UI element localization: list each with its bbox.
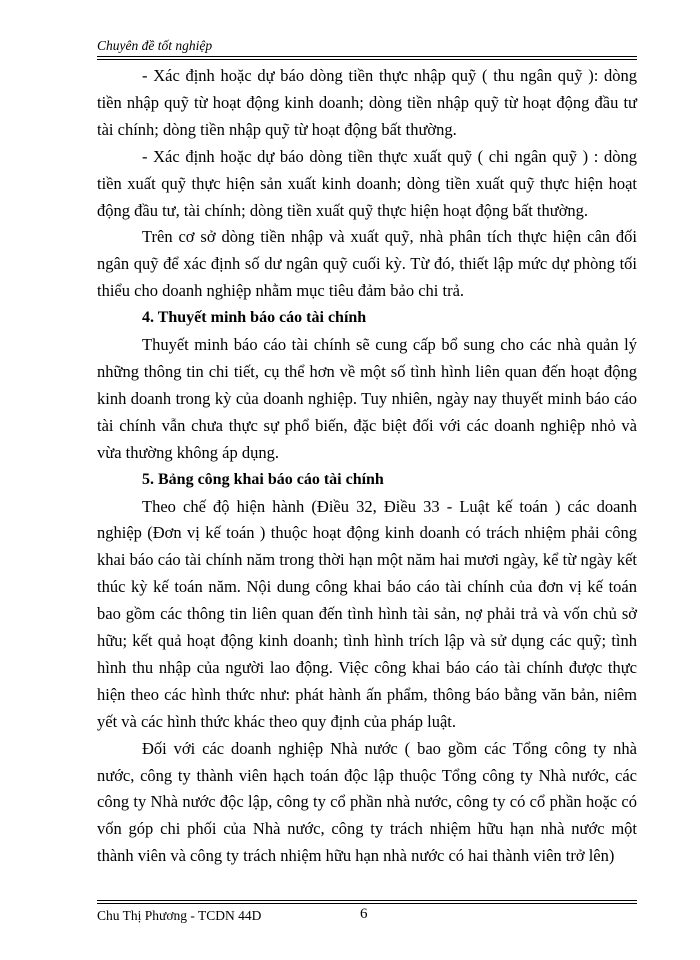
footer-divider: [97, 900, 637, 904]
footer-author: Chu Thị Phương - TCDN 44D: [97, 908, 262, 923]
header-divider: [97, 56, 637, 60]
running-header: Chuyên đề tốt nghiệp: [97, 38, 213, 53]
paragraph-cash-outflow: - Xác định hoặc dự báo dòng tiền thực xuất quỹ ( chi ngân quỹ ) : dòng tiền xuất quỹ thực hiện sản xuất kinh doanh; dòng tiền xuất quỹ thực hiện hoạt động đầu tư, tài chính; dòng tiền xuất quỹ thực hiện hoạt động bất thường.: [97, 146, 637, 220]
section-heading-5: 5. Bảng công khai báo cáo tài chính: [142, 470, 384, 488]
section-heading-4: 4. Thuyết minh báo cáo tài chính: [142, 309, 367, 327]
paragraph-notes: Thuyết minh báo cáo tài chính sẽ cung cấp bổ sung cho các nhà quản lý những thông tin chi tiết, cụ thể hơn về một số tình hình liên quan đến hoạt động kinh doanh trong kỳ của doanh nghiệp. Tuy nhiên, ngày nay thuyết minh báo cáo tài chính vẫn chưa thực sự phổ biến, đặc biệt đối với các doanh nghiệp nhỏ và vừa thường không áp dụng.: [97, 335, 637, 462]
paragraph-state-enterprises: Đối với các doanh nghiệp Nhà nước ( bao gồm các Tổng công ty nhà nước, công ty thành viên hạch toán độc lập thuộc Tổng công ty Nhà nước, các công ty Nhà nước độc lập, công ty cổ phần nhà nước, công ty có cổ phần hoặc có vốn góp chi phối của Nhà nước, công ty trách nhiệm hữu hạn nhà nước một thành viên và công ty trách nhiệm hữu hạn nhà nước có hai thành viên trở lên): [97, 738, 637, 866]
document-body: [97, 63, 637, 870]
paragraph-cash-balance: Trên cơ sở dòng tiền nhập và xuất quỹ, nhà phân tích thực hiện cân đối ngân quỹ để xác định số dư ngân quỹ cuối kỳ. Từ đó, thiết lập mức dự phòng tối thiểu cho doanh nghiệp nhằm mục tiêu đảm bảo chi trả.: [97, 227, 637, 301]
paragraph-cash-inflow: - Xác định hoặc dự báo dòng tiền thực nhập quỹ ( thu ngân quỹ ): dòng tiền nhập quỹ từ hoạt động kinh doanh; dòng tiền nhập quỹ từ hoạt động đầu tư tài chính; dòng tiền nhập quỹ từ hoạt động bất thường.: [97, 66, 637, 139]
page-number: 6: [360, 906, 368, 922]
paragraph-disclosure: Theo chế độ hiện hành (Điều 32, Điều 33 - Luật kế toán ) các doanh nghiệp (Đơn vị kế toán ) thuộc hoạt động kinh doanh có trách nhiệm phải công khai báo cáo tài chính năm trong thời hạn một năm hai mươi ngày, kể từ ngày kết thúc kỳ kế toán năm. Nội dung công khai báo cáo tài chính của đơn vị kế toán bao gồm các thông tin liên quan đến tình hình tài sản, nợ phải trả và vốn chủ sở hữu; kết quả hoạt động kinh doanh; tình hình trích lập và sử dụng các quỹ; tình hình thu nhập của người lao động. Việc công khai báo cáo tài chính được thực hiện theo các hình thức như: phát hành ấn phẩm, thông báo bằng văn bản, niêm yết và các hình thức khác theo quy định của pháp luật.: [97, 496, 637, 731]
